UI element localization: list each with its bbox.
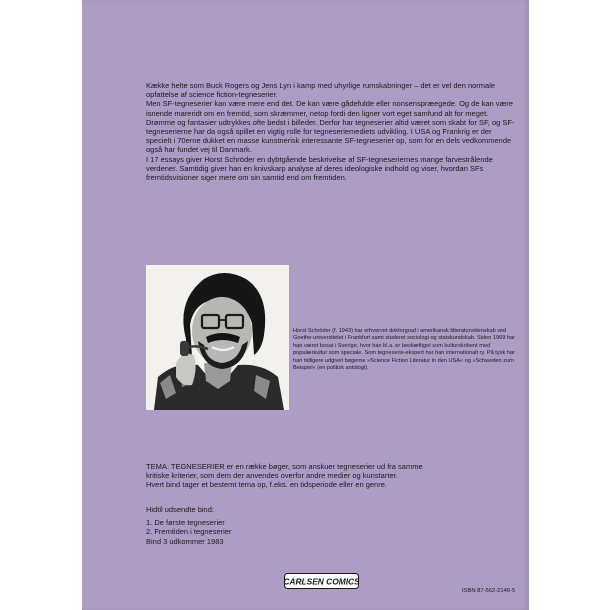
volume-item: 1. De første tegneserier	[146, 518, 225, 528]
publisher-logo-mark	[284, 573, 359, 589]
author-portrait-illustration	[146, 265, 289, 410]
intro-paragraph: Drømme og fantasier udtrykkes ofte bedst i billeder. Derfor har tegneserier altid været som skabt for SF, og SF-tegneserierne har da også spillet en vigtig rolle for tegneseriemediets udvikling. I USA og Frankrig er der specielt i 70erne dukket en masse kunstnerisk interessante SF-tegneserier op, som for en dels vedkommende også har fundet vej til Danmark.	[146, 117, 515, 155]
volume-item: Bind 3 udkommer 1983	[146, 536, 224, 546]
publisher-logo	[284, 573, 359, 589]
isbn-number: ISBN 87-562-2149-5	[462, 588, 516, 594]
intro-paragraph: I 17 essays giver Horst Schröder en dybtgående beskrivelse af SF-tegneseriernes mange farvestrålende verdener. Samtidig giver han en knivskarp analyse af deres ideologiske indhold og viser, hvordan SFs fremtidsvisioner siger mere om sin samtid end om fremtiden.	[146, 154, 493, 183]
series-description-line: kritiske kriterier, som dem der anvendes overfor andre medier og kunstarter.	[146, 471, 398, 481]
intro-text	[146, 81, 518, 182]
intro-paragraph: Men SF-tegneserier kan være mere end det. De kan være gådefulde eller nonsenspræegede. Og de kan være isnende mareridt om en fremtid, som skræmmer, netop fordi den ligner vort eget samfund alt for meget.	[146, 99, 513, 118]
author-bio: Horst Schröder (f. 1943) har erhvervet doktorgrad i amerikansk litteraturvidenskab ved Goethe-universitetet i Frankfurt samt studeret sociologi og statskundskab. Siden 1969 har han været bosat i Sverige, hvor han bl.a. er beskæftiget som kulturskribent med populærkultur som speciale. Som tegneserie-ekspert har han internationalt ry. På tysk har han tidligere udgivet bøgerne »Science Fiction Literatur in den USA« og »Schweden zum Beispiel« (en politisk antologi).	[293, 328, 516, 372]
series-description	[146, 462, 520, 490]
svg-text:CARLSEN COMICS: CARLSEN COMICS	[284, 576, 359, 587]
published-volumes-heading: Hidtil udsendte bind:	[146, 505, 214, 514]
volume-item: 2. Fremtiden i tegneserier	[146, 527, 232, 537]
series-description-line: TEMA: TEGNESERIER er en række bøger, som anskuer tegneserier ud fra samme	[146, 462, 423, 471]
series-description-line: Hvert bind tager et bestemt tema op, f.eks. en tidsperiode eller en genre.	[146, 480, 387, 490]
published-volumes	[146, 505, 446, 546]
intro-paragraph: Kække helte som Buck Rogers og Jens Lyn i kamp med uhyrlige rumskabninger – det er vel den normale opfattelse af science fiction-tegneserier.	[146, 81, 496, 100]
author-photo	[146, 265, 289, 410]
